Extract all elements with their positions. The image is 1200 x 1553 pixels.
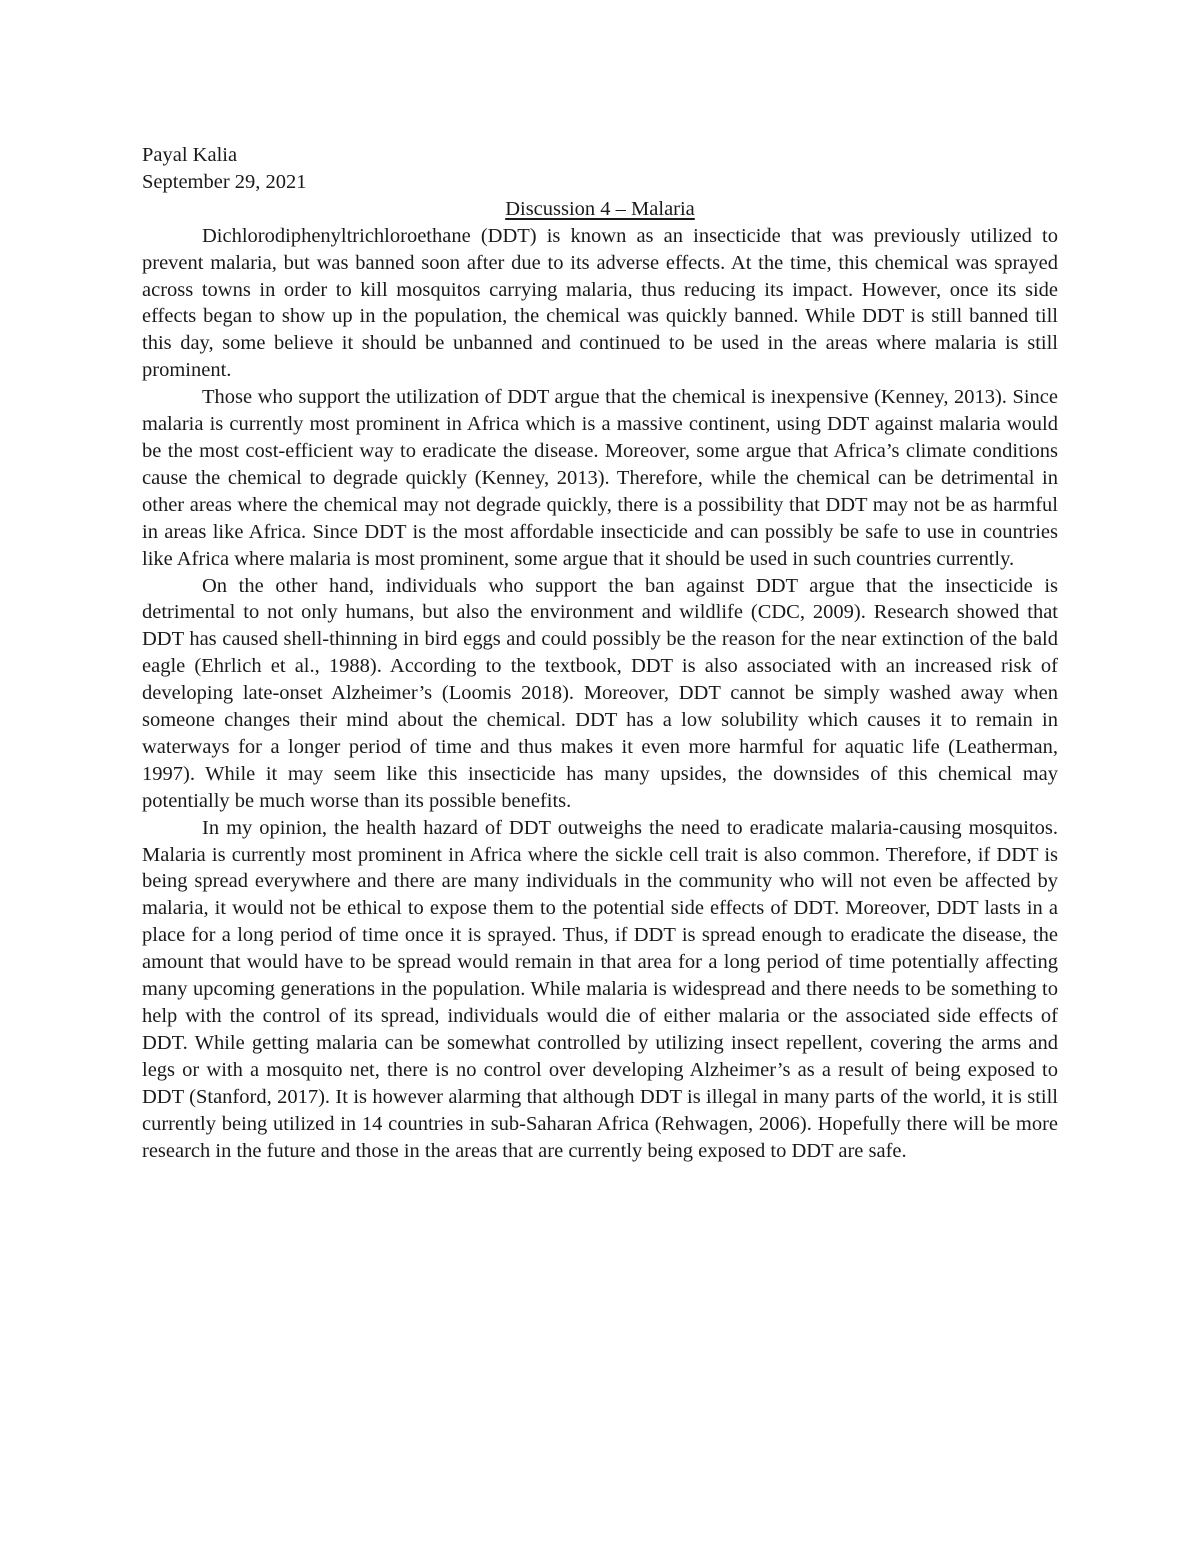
document-title: Discussion 4 – Malaria <box>505 197 695 220</box>
paragraph-intro: Dichlorodiphenyltrichloroethane (DDT) is known as an insecticide that was previously utilized to prevent malaria, but was banned soon after due to its adverse effects. At the time, this chemical was sprayed across towns in order to kill mosquitos carrying malaria, thus reducing its impact. However, once its side effects began to show up in the population, the chemical was quickly banned. While DDT is still banned till this day, some believe it should be unbanned and continued to be used in the areas where malaria is still prominent. <box>142 224 1058 382</box>
paragraph-support: Those who support the utilization of DDT argue that the chemical is inexpensive (Kenney, 2013). Since malaria is currently most prominent in Africa which is a massive continent, using DDT against malaria would be the most cost-efficient way to eradicate the disease. Moreover, some argue that Africa’s climate conditions cause the chemical to degrade quickly (Kenney, 2013). Therefore, while the chemical can be detrimental in other areas where the chemical may not degrade quickly, there is a possibility that DDT may not be as harmful in areas like Africa. Since DDT is the most affordable insecticide and can possibly be safe to use in countries like Africa where malaria is most prominent, some argue that it should be used in such countries currently. <box>142 386 1058 570</box>
document-date: September 29, 2021 <box>142 170 307 193</box>
document-title-line <box>142 196 1058 223</box>
document-page <box>142 142 1058 1164</box>
paragraph-opinion: In my opinion, the health hazard of DDT outweighs the need to eradicate malaria-causing mosquitos. Malaria is currently most prominent in Africa where the sickle cell trait is also common. Therefore, if DDT is being spread everywhere and there are many individuals in the community who will not even be affected by malaria, it would not be ethical to expose them to the potential side effects of DDT. Moreover, DDT lasts in a place for a long period of time once it is sprayed. Thus, if DDT is spread enough to eradicate the disease, the amount that would have to be spread would remain in that area for a long period of time potentially affecting many upcoming generations in the population. While malaria is widespread and there needs to be something to help with the control of its spread, individuals would die of either malaria or the associated side effects of DDT. While getting malaria can be somewhat controlled by utilizing insect repellent, covering the arms and legs or with a mosquito net, there is no control over developing Alzheimer’s as a result of being exposed to DDT (Stanford, 2017). It is however alarming that although DDT is illegal in many parts of the world, it is still currently being utilized in 14 countries in sub-Saharan Africa (Rehwagen, 2006). Hopefully there will be more research in the future and those in the areas that are currently being exposed to DDT are safe. <box>142 816 1058 1162</box>
author-name: Payal Kalia <box>142 144 238 166</box>
paragraph-opposition: On the other hand, individuals who support the ban against DDT argue that the insecticide is detrimental to not only humans, but also the environment and wildlife (CDC, 2009). Research showed that DDT has caused shell-thinning in bird eggs and could possibly be the reason for the near extinction of the bald eagle (Ehrlich et al., 1988). According to the textbook, DDT is also associated with an increased risk of developing late-onset Alzheimer’s (Loomis 2018). Moreover, DDT cannot be simply washed away when someone changes their mind about the chemical. DDT has a low solubility which causes it to remain in waterways for a longer period of time and thus makes it even more harmful for aquatic life (Leatherman, 1997). While it may seem like this insecticide has many upsides, the downsides of this chemical may potentially be much worse than its possible benefits. <box>142 574 1058 812</box>
